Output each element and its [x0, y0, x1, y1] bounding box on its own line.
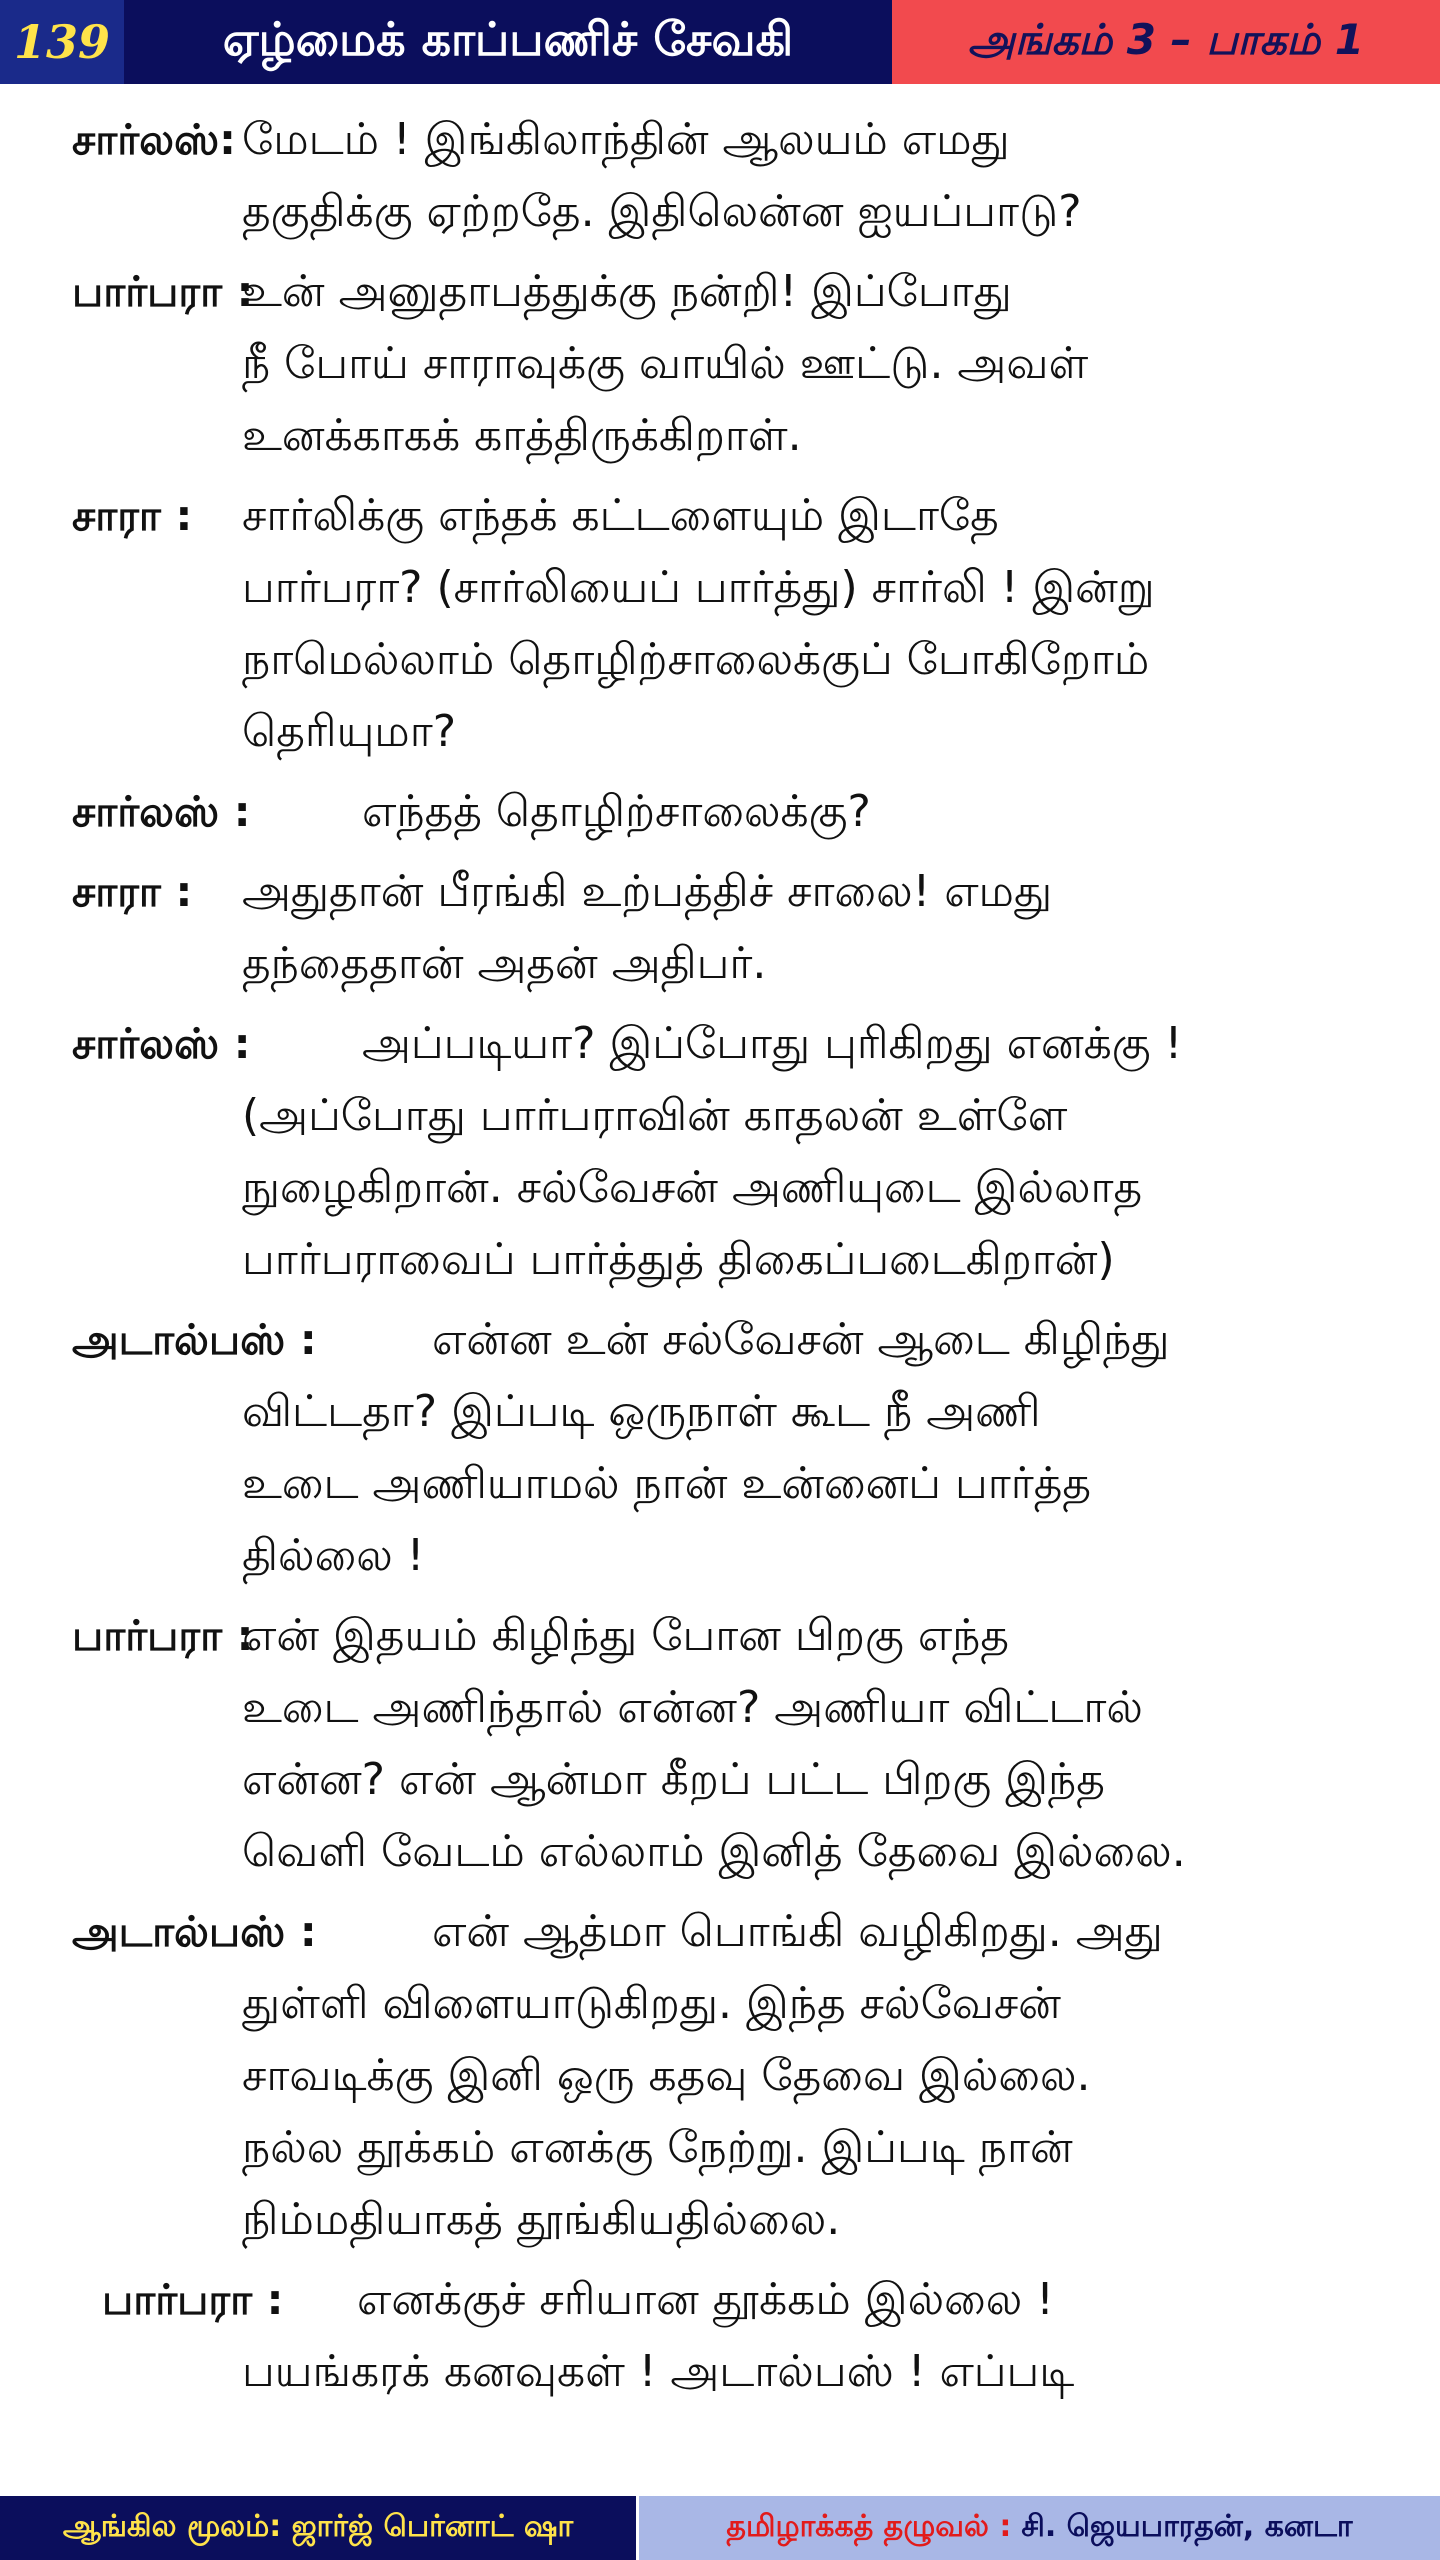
speaker-name: பார்பரா :	[72, 1611, 254, 1660]
dialogue-line: விட்டதா? இப்படி ஒருநாள் கூட நீ அணி	[242, 1386, 1041, 1437]
dialogue-line: வெளி வேடம் எல்லாம் இனித் தேவை இல்லை.	[242, 1826, 1186, 1877]
dialogue-line: பார்பரா? (சார்லியைப் பார்த்து) சார்லி ! இன்று	[242, 562, 1155, 613]
page-footer	[0, 2496, 1440, 2560]
dialogue-line: உன் அனுதாபத்துக்கு நன்றி! இப்போது	[242, 266, 1012, 317]
dialogue-line: அதுதான் பீரங்கி உற்பத்திச் சாலை! எமது	[242, 866, 1053, 917]
dialogue-line: பார்பராவைப் பார்த்துத் திகைப்படைகிறான்)	[242, 1234, 1115, 1285]
dialogue-line: எனக்குச் சரியான தூக்கம் இல்லை !	[357, 2274, 1054, 2325]
dialogue-body	[72, 104, 1368, 2416]
speaker-name: சார்லஸ் :	[72, 1019, 251, 1068]
dialogue-line: நிம்மதியாகத் தூங்கியதில்லை.	[242, 2194, 841, 2245]
dialogue-line: மேடம் ! இங்கிலாந்தின் ஆலயம் எமது	[242, 114, 1010, 165]
dialogue-line: நாமெல்லாம் தொழிற்சாலைக்குப் போகிறோம்	[242, 634, 1150, 685]
dialogue-entry	[72, 1008, 1368, 1296]
dialogue-entry	[72, 776, 1368, 848]
dialogue-line: உனக்காகக் காத்திருக்கிறாள்.	[242, 410, 802, 461]
dialogue-line: எந்தத் தொழிற்சாலைக்கு?	[362, 786, 871, 837]
dialogue-line: பயங்கரக் கனவுகள் ! அடால்பஸ் ! எப்படி	[242, 2346, 1075, 2397]
dialogue-entry	[72, 1896, 1368, 2256]
dialogue-line: என்ன? என் ஆன்மா கீறப் பட்ட பிறகு இந்த	[242, 1754, 1105, 1805]
dialogue-line: அப்படியா? இப்போது புரிகிறது எனக்கு !	[362, 1018, 1183, 1069]
dialogue-entry	[72, 1600, 1368, 1888]
speaker-name: சார்லஸ்:	[72, 115, 236, 164]
translator-name: சி. ஜெயபாரதன், கனடா	[1021, 2508, 1353, 2544]
translator-credit	[639, 2496, 1440, 2560]
page-number: 139	[0, 0, 124, 84]
dialogue-line: என்ன உன் சல்வேசன் ஆடை கிழிந்து	[432, 1314, 1170, 1365]
dialogue-line: நீ போய் சாராவுக்கு வாயில் ஊட்டு. அவள்	[242, 338, 1089, 389]
dialogue-line: உடை அணியாமல் நான் உன்னைப் பார்த்த	[242, 1458, 1092, 1509]
speaker-name: பார்பரா :	[102, 2275, 284, 2324]
dialogue-entry	[72, 856, 1368, 1000]
act-part-label: அங்கம் 3 – பாகம் 1	[892, 0, 1440, 84]
dialogue-entry	[72, 256, 1368, 472]
dialogue-entry	[72, 2264, 1368, 2408]
dialogue-line: தில்லை !	[242, 1530, 425, 1581]
dialogue-line: சாவடிக்கு இனி ஒரு கதவு தேவை இல்லை.	[242, 2050, 1091, 2101]
speaker-name: சாரா :	[72, 867, 193, 916]
dialogue-line: துள்ளி விளையாடுகிறது. இந்த சல்வேசன்	[242, 1978, 1061, 2029]
book-title: ஏழ்மைக் காப்பணிச் சேவகி	[124, 0, 892, 84]
speaker-name: சார்லஸ் :	[72, 787, 251, 836]
dialogue-line: நுழைகிறான். சல்வேசன் அணியுடை இல்லாத	[242, 1162, 1143, 1213]
dialogue-line: சார்லிக்கு எந்தக் கட்டளையும் இடாதே	[242, 490, 999, 541]
dialogue-line: தெரியுமா?	[242, 706, 457, 757]
speaker-name: சாரா :	[72, 491, 193, 540]
speaker-name: அடால்பஸ் :	[72, 1907, 317, 1956]
dialogue-line: (அப்போது பார்பராவின் காதலன் உள்ளே	[242, 1090, 1068, 1141]
dialogue-line: தகுதிக்கு ஏற்றதே. இதிலென்ன ஐயப்பாடு?	[242, 186, 1082, 237]
dialogue-line: தந்தைதான் அதன் அதிபர்.	[242, 938, 767, 989]
translator-label: தமிழாக்கத் தழுவல் :	[726, 2508, 1012, 2544]
speaker-name: பார்பரா :	[72, 267, 254, 316]
speaker-name: அடால்பஸ் :	[72, 1315, 317, 1364]
dialogue-line: உடை அணிந்தால் என்ன? அணியா விட்டால்	[242, 1682, 1143, 1733]
dialogue-entry	[72, 1304, 1368, 1592]
dialogue-line: என் இதயம் கிழிந்து போன பிறகு எந்த	[242, 1610, 1010, 1661]
dialogue-entry	[72, 480, 1368, 768]
dialogue-entry	[72, 104, 1368, 248]
page-header	[0, 0, 1440, 84]
dialogue-line: என் ஆத்மா பொங்கி வழிகிறது. அது	[432, 1906, 1163, 1957]
source-credit: ஆங்கில மூலம்: ஜார்ஜ் பெர்னாட் ஷா	[0, 2496, 639, 2560]
dialogue-line: நல்ல தூக்கம் எனக்கு நேற்று. இப்படி நான்	[242, 2122, 1073, 2173]
